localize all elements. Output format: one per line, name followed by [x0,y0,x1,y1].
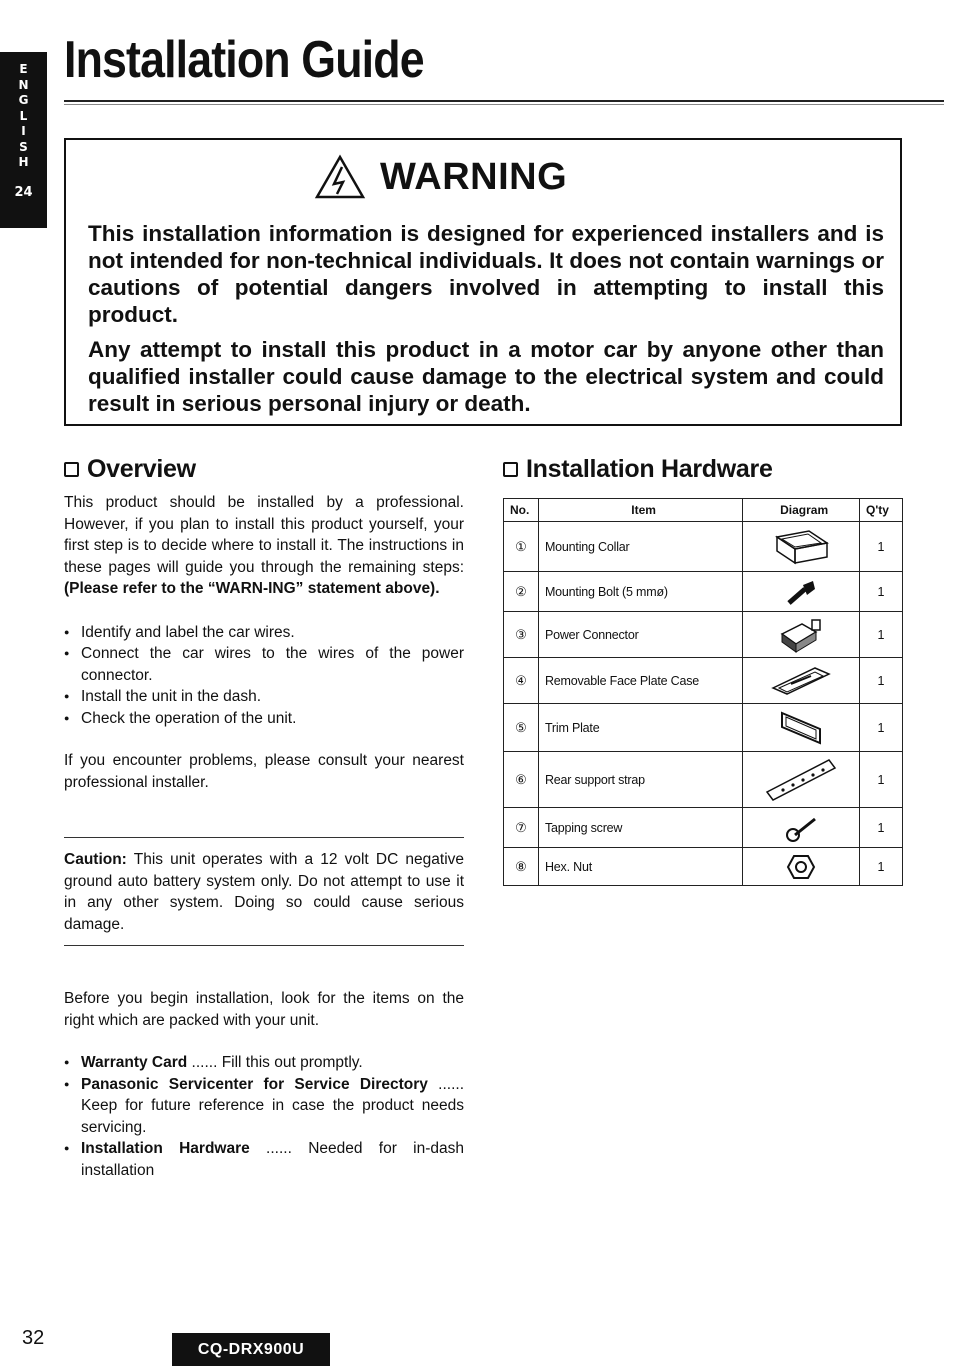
packed-item-desc: Keep for future reference in case the product needs servicing. [81,1097,464,1136]
row-diagram [743,572,860,612]
support-strap-icon [763,756,839,804]
caution-rule-bottom [64,945,464,946]
list-item: ● Connect the car wires to the wires of the power connector. [64,643,464,686]
overview-heading-label: Overview [87,455,196,483]
list-item: ● Check the operation of the unit. [64,708,464,730]
tab-letter: S [19,139,28,154]
tab-letter: L [19,108,28,123]
row-diagram [743,658,860,704]
row-diagram [743,704,860,752]
col-diagram: Diagram [743,499,860,522]
table-row [504,522,903,572]
row-item: Hex. Nut [538,848,742,886]
row-item: Rear support strap [538,752,742,808]
face-plate-case-icon [769,664,833,698]
packed-item-desc: Fill this out promptly. [221,1054,363,1071]
mounting-collar-icon [769,527,833,567]
table-row [504,808,903,848]
row-qty: 1 [860,704,903,752]
packed-item-name: Warranty Card [81,1054,188,1071]
tapping-screw-icon [781,813,821,843]
list-item [64,1138,464,1181]
title-rule-thin [64,104,944,105]
row-qty: 1 [860,522,903,572]
warning-header [314,152,567,202]
trim-plate-icon [776,707,826,749]
warning-paragraph: Any attempt to install this product in a motor car by anyone other than qualified installer could cause damage to the electrical system and could result in serious personal injury or death. [88,337,884,416]
row-number: ⑦ [504,808,539,848]
row-item: Trim Plate [538,704,742,752]
hardware-heading [503,455,903,484]
caution-label: Caution: [64,851,127,868]
overview-intro-bold: (Please refer to the “WARN-ING” statement above). [64,580,440,597]
row-diagram [743,522,860,572]
caution-text [64,849,464,935]
row-number: ① [504,522,539,572]
row-qty: 1 [860,572,903,612]
row-diagram [743,848,860,886]
page-title: Installation Guide [64,31,424,89]
tab-letter: G [18,93,29,107]
section-number: 24 [14,184,33,200]
row-diagram [743,808,860,848]
row-number: ④ [504,658,539,704]
tab-letter: I [21,124,26,138]
warning-box [64,138,902,426]
list-item: ● Install the unit in the dash. [64,686,464,708]
hardware-column [503,455,903,874]
table-row [504,612,903,658]
row-item: Tapping screw [538,808,742,848]
row-item: Removable Face Plate Case [538,658,742,704]
checkbox-square-icon [64,462,79,477]
page-number: 32 [22,1327,45,1349]
warning-text [88,220,884,425]
hardware-heading-label: Installation Hardware [526,455,773,483]
before-text: Before you begin installation, look for the items on the right which are packed with your unit. [64,990,464,1029]
mounting-bolt-icon [781,577,821,607]
tab-letter: E [19,62,28,76]
row-qty: 1 [860,848,903,886]
packed-item-name: Installation Hardware [81,1140,250,1157]
row-diagram [743,752,860,808]
table-row [504,752,903,808]
row-number: ② [504,572,539,612]
leader-dots: ...... [266,1140,292,1157]
row-qty: 1 [860,808,903,848]
row-number: ⑥ [504,752,539,808]
checkbox-square-icon [503,462,518,477]
overview-intro-text: This product should be installed by a professional. However, if you plan to install this product yourself, your first step is to decide where to install it. The instructions in these pages will guide you through the remaining steps: [64,494,464,576]
hex-nut-icon [786,853,816,881]
list-item [64,1052,464,1074]
title-rule [64,100,944,102]
table-row [504,572,903,612]
overview-column [64,455,464,1181]
language-tab [0,52,47,228]
col-item: Item [538,499,742,522]
list-item: ● Identify and label the car wires. [64,622,464,644]
packed-item-name: Panasonic Servicenter for Service Directory [81,1075,428,1093]
caution-rule-top [64,837,464,838]
row-item: Power Connector [538,612,742,658]
hardware-table [503,498,903,886]
row-number: ③ [504,612,539,658]
warning-title: WARNING [380,155,568,198]
row-item: Mounting Bolt (5 mmø) [538,572,742,612]
tab-letter: H [18,155,29,169]
packed-item-desc: Needed for in-dash installation [81,1140,464,1179]
table-row [504,658,903,704]
language-letters [0,52,47,171]
table-row [504,704,903,752]
row-qty: 1 [860,752,903,808]
col-no: No. [504,499,539,522]
packed-items [64,1052,464,1181]
row-number: ⑧ [504,848,539,886]
row-number: ⑤ [504,704,539,752]
row-item: Mounting Collar [538,522,742,572]
row-diagram [743,612,860,658]
warning-paragraph: This installation information is designed for experienced installers and is not intended for non-technical individuals. It does not contain warnings or cautions of potential dangers involved in attempting to install this product. [88,221,884,327]
col-qty: Q'ty [860,499,903,522]
tab-letter: N [18,77,29,92]
table-row [504,848,903,886]
warning-triangle-icon [314,154,366,200]
overview-intro [64,492,464,600]
row-qty: 1 [860,658,903,704]
table-header-row [504,499,903,522]
model-badge: CQ-DRX900U [172,1333,330,1366]
power-connector-icon [776,616,826,654]
overview-steps [64,622,464,730]
list-item [64,1074,464,1139]
leader-dots: ...... [191,1054,218,1071]
overview-heading [64,455,464,484]
leader-dots: ...... [438,1075,464,1093]
consult-text: If you encounter problems, please consult your nearest professional installer. [64,752,464,791]
row-qty: 1 [860,612,903,658]
caution-body: This unit operates with a 12 volt DC negative ground auto battery system only. Do not attempt to use it in any other system. Doing so could cause serious damage. [64,851,465,933]
